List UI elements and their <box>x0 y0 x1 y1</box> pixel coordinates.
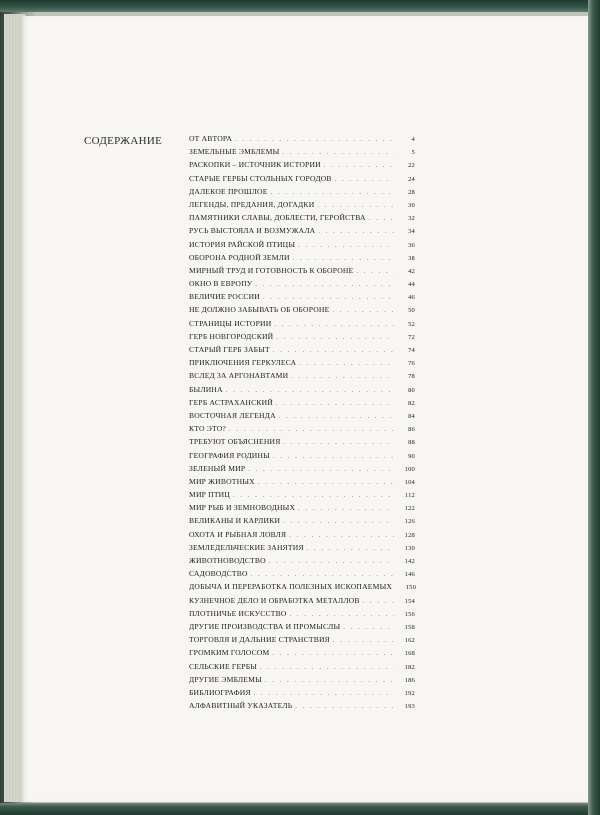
toc-entry-page-number: 128 <box>404 531 415 539</box>
toc-entry-title: ИСТОРИЯ РАЙСКОЙ ПТИЦЫ <box>189 239 296 249</box>
table-of-contents <box>189 134 415 714</box>
toc-leader-dots <box>274 322 394 328</box>
toc-entry-page-number: 52 <box>408 320 415 328</box>
toc-entry <box>189 200 415 213</box>
toc-entry-page-number: 112 <box>404 492 415 500</box>
toc-entry <box>189 543 415 556</box>
toc-entry <box>189 530 415 543</box>
toc-entry-page-number: 100 <box>404 465 415 473</box>
toc-entry-page-number: 193 <box>404 703 415 711</box>
toc-entry-page-number: 192 <box>404 689 415 697</box>
toc-entry-page-number: 162 <box>404 637 415 645</box>
toc-leader-dots <box>251 572 394 578</box>
toc-leader-dots <box>272 651 394 657</box>
toc-entry-page-number: 36 <box>408 241 415 249</box>
toc-leader-dots <box>333 638 394 644</box>
toc-entry-title: ПЛОТНИЧЬЕ ИСКУССТВО <box>189 608 287 618</box>
toc-entry <box>189 292 415 305</box>
toc-entry-title: ТРЕБУЮТ ОБЪЯСНЕНИЯ <box>189 437 281 447</box>
toc-entry-page-number: 146 <box>404 571 415 579</box>
toc-entry <box>189 451 415 464</box>
toc-entry <box>189 701 415 714</box>
toc-entry <box>189 345 415 358</box>
toc-entry-title: ЗЕМЕЛЬНЫЕ ЭМБЛЕМЫ <box>189 147 280 157</box>
toc-entry-page-number: 182 <box>404 663 415 671</box>
toc-leader-dots <box>260 665 394 671</box>
toc-entry-page-number: 156 <box>404 610 415 618</box>
toc-entry-title: СТАРЫЕ ГЕРБЫ СТОЛЬНЫХ ГОРОДОВ <box>189 173 332 183</box>
toc-entry-title: ДАЛЕКОЕ ПРОШЛОЕ <box>189 186 268 196</box>
toc-entry-title: ТОРГОВЛЯ И ДАЛЬНИЕ СТРАНСТВИЯ <box>189 635 330 645</box>
toc-entry <box>189 134 415 147</box>
toc-entry-title: ГЕОГРАФИЯ РОДИНЫ <box>189 450 270 460</box>
toc-leader-dots <box>324 163 394 169</box>
toc-entry-page-number: 34 <box>408 228 415 236</box>
toc-entry-title: ГЕРБ НОВГОРОДСКИЙ <box>189 331 274 341</box>
toc-entry-page-number: 32 <box>408 215 415 223</box>
toc-entry-page-number: 30 <box>408 201 415 209</box>
toc-entry <box>189 187 415 200</box>
toc-entry-page-number: 150 <box>405 584 417 592</box>
toc-entry-page-number: 72 <box>408 333 415 341</box>
toc-leader-dots <box>283 519 394 525</box>
toc-entry <box>189 332 415 345</box>
toc-leader-dots <box>248 467 394 473</box>
toc-entry-title: ВЕЛИЧИЕ РОССИИ <box>189 292 260 302</box>
toc-entry-title: ДРУГИЕ ЭМБЛЕМЫ <box>189 674 262 684</box>
book-cover-top <box>0 0 600 12</box>
toc-entry-title: ДОБЫЧА И ПЕРЕРАБОТКА ПОЛЕЗНЫХ ИСКОПАЕМЫХ <box>189 582 393 592</box>
toc-leader-dots <box>295 704 394 710</box>
toc-entry <box>189 490 415 503</box>
toc-entry <box>189 622 415 635</box>
toc-entry <box>189 305 415 318</box>
toc-leader-dots <box>279 414 394 420</box>
toc-entry <box>189 240 415 253</box>
toc-entry <box>189 688 415 701</box>
toc-leader-dots <box>343 625 394 631</box>
toc-entry-title: БЫЛИНА <box>189 384 223 394</box>
toc-entry-page-number: 86 <box>408 426 415 434</box>
toc-entry <box>189 319 415 332</box>
toc-entry-title: МИРНЫЙ ТРУД И ГОТОВНОСТЬ К ОБОРОНЕ <box>189 265 354 275</box>
toc-entry <box>189 609 415 622</box>
toc-entry-page-number: 90 <box>408 452 415 460</box>
toc-entry-title: ДРУГИЕ ПРОИЗВОДСТВА И ПРОМЫСЛЫ <box>189 621 341 631</box>
toc-entry-page-number: 122 <box>404 505 415 513</box>
toc-entry <box>189 385 415 398</box>
toc-leader-dots <box>318 229 394 235</box>
toc-leader-dots <box>276 335 394 341</box>
toc-entry-page-number: 50 <box>408 307 415 315</box>
toc-entry-title: ОХОТА И РЫБНАЯ ЛОВЛЯ <box>189 529 287 539</box>
toc-entry-page-number: 82 <box>408 399 415 407</box>
toc-entry-title: РУСЬ ВЫСТОЯЛА И ВОЗМУЖАЛА <box>189 226 316 236</box>
toc-entry <box>189 174 415 187</box>
toc-leader-dots <box>255 282 394 288</box>
toc-entry-title: ЗЕМЛЕДЕЛЬЧЕСКИЕ ЗАНЯТИЯ <box>189 542 304 552</box>
toc-entry <box>189 675 415 688</box>
toc-entry-page-number: 42 <box>408 267 415 275</box>
toc-entry-title: ПАМЯТНИКИ СЛАВЫ, ДОБЛЕСТИ, ГЕРОЙСТВА <box>189 213 366 223</box>
toc-leader-dots <box>335 177 394 183</box>
toc-entry-title: ОКНО В ЕВРОПУ <box>189 279 253 289</box>
toc-entry-page-number: 186 <box>404 676 415 684</box>
toc-entry <box>189 596 415 609</box>
toc-entry-title: КУЗНЕЧНОЕ ДЕЛО И ОБРАБОТКА МЕТАЛЛОВ <box>189 595 360 605</box>
toc-entry-page-number: 126 <box>404 518 415 526</box>
toc-entry-title: ГРОМКИМ ГОЛОСОМ <box>189 648 270 658</box>
toc-entry-title: ГЕРБ АСТРАХАНСКИЙ <box>189 397 274 407</box>
toc-entry-page-number: 168 <box>404 650 415 658</box>
toc-entry <box>189 662 415 675</box>
toc-entry-title: СТРАНИЦЫ ИСТОРИИ <box>189 318 272 328</box>
toc-entry <box>189 516 415 529</box>
toc-entry-page-number: 88 <box>408 439 415 447</box>
toc-leader-dots <box>265 678 394 684</box>
toc-entry-page-number: 84 <box>408 412 415 420</box>
toc-entry-page-number: 46 <box>408 294 415 302</box>
toc-leader-dots <box>290 612 394 618</box>
toc-entry <box>189 424 415 437</box>
toc-leader-dots <box>273 454 394 460</box>
toc-entry <box>189 477 415 490</box>
toc-entry-title: ВСЛЕД ЗА АРГОНАВТАМИ <box>189 371 289 381</box>
toc-entry-page-number: 5 <box>411 149 415 157</box>
toc-entry-title: САДОВОДСТВО <box>189 569 248 579</box>
toc-entry-title: МИР ПТИЦ <box>189 490 231 500</box>
toc-entry-page-number: 158 <box>404 623 415 631</box>
toc-entry-page-number: 78 <box>408 373 415 381</box>
toc-entry-title: ВОСТОЧНАЯ ЛЕГЕНДА <box>189 410 276 420</box>
toc-entry <box>189 253 415 266</box>
toc-entry-title: ПРИКЛЮЧЕНИЯ ГЕРКУЛЕСА <box>189 358 297 368</box>
toc-entry-title: ОБОРОНА РОДНОЙ ЗЕМЛИ <box>189 252 290 262</box>
toc-leader-dots <box>317 203 394 209</box>
toc-entry-title: БИБЛИОГРАФИЯ <box>189 687 251 697</box>
toc-entry-title: СТАРЫЙ ГЕРБ ЗАБЫТ <box>189 345 270 354</box>
toc-leader-dots <box>298 243 394 249</box>
toc-entry-title: ЖИВОТНОВОДСТВО <box>189 556 266 565</box>
toc-entry-page-number: 44 <box>408 281 415 289</box>
toc-entry <box>189 569 415 582</box>
toc-entry <box>189 556 415 569</box>
toc-entry-title: ВЕЛИКАНЫ И КАРЛИКИ <box>189 516 281 526</box>
toc-entry-title: АЛФАВИТНЫЙ УКАЗАТЕЛЬ <box>189 701 293 711</box>
toc-entry <box>189 358 415 371</box>
toc-entry <box>189 147 415 160</box>
toc-leader-dots <box>269 559 394 565</box>
toc-leader-dots <box>363 599 394 605</box>
toc-entry-page-number: 154 <box>404 597 415 605</box>
toc-leader-dots <box>369 216 394 222</box>
toc-entry-page-number: 24 <box>408 175 415 183</box>
toc-entry-page-number: 80 <box>408 386 415 394</box>
toc-entry-page-number: 4 <box>411 136 415 143</box>
toc-leader-dots <box>233 493 394 499</box>
toc-entry <box>189 635 415 648</box>
toc-entry-page-number: 38 <box>408 254 415 262</box>
toc-entry <box>189 503 415 516</box>
toc-leader-dots <box>229 427 394 433</box>
toc-entry-title: ЛЕГЕНДЫ, ПРЕДАНИЯ, ДОГАДКИ <box>189 199 315 209</box>
toc-leader-dots <box>226 388 394 394</box>
toc-leader-dots <box>293 256 394 262</box>
toc-entry <box>189 648 415 661</box>
toc-leader-dots <box>332 308 394 314</box>
toc-entry-page-number: 142 <box>404 558 415 565</box>
toc-entry-title: СЕЛЬСКИЕ ГЕРБЫ <box>189 661 258 671</box>
toc-entry <box>189 279 415 292</box>
toc-entry <box>189 437 415 450</box>
toc-entry-page-number: 74 <box>408 347 415 354</box>
toc-entry-page-number: 28 <box>408 188 415 196</box>
toc-leader-dots <box>307 546 394 552</box>
toc-entry <box>189 226 415 239</box>
toc-leader-dots <box>276 401 394 407</box>
toc-leader-dots <box>273 348 394 354</box>
toc-leader-dots <box>283 440 394 446</box>
toc-entry <box>189 411 415 424</box>
toc-entry <box>189 213 415 226</box>
toc-entry-title: МИР РЫБ И ЗЕМНОВОДНЫХ <box>189 503 296 513</box>
contents-heading: СОДЕРЖАНИЕ <box>84 135 163 147</box>
toc-leader-dots <box>298 506 394 512</box>
toc-entry-page-number: 76 <box>408 360 415 368</box>
book-cover-bottom <box>0 803 600 815</box>
toc-leader-dots <box>271 190 394 196</box>
toc-entry-page-number: 104 <box>404 478 415 486</box>
toc-entry <box>189 160 415 173</box>
toc-leader-dots <box>263 295 394 301</box>
toc-leader-dots <box>258 480 394 486</box>
toc-leader-dots <box>356 269 394 275</box>
toc-entry-page-number: 22 <box>408 162 415 170</box>
toc-entry-title: МИР ЖИВОТНЫХ <box>189 476 255 486</box>
toc-entry <box>189 398 415 411</box>
toc-entry <box>189 582 415 595</box>
toc-entry <box>189 371 415 384</box>
toc-entry-title: ОТ АВТОРА <box>189 134 233 143</box>
toc-leader-dots <box>254 691 394 697</box>
toc-entry <box>189 266 415 279</box>
toc-entry-title: ЗЕЛЕНЫЙ МИР <box>189 463 246 473</box>
toc-entry-page-number: 130 <box>404 544 415 552</box>
toc-entry-title: НЕ ДОЛЖНО ЗАБЫВАТЬ ОБ ОБОРОНЕ <box>189 305 330 315</box>
toc-leader-dots <box>291 374 394 380</box>
toc-leader-dots <box>282 150 394 156</box>
toc-leader-dots <box>299 361 394 367</box>
toc-entry <box>189 464 415 477</box>
toc-entry-title: РАСКОПКИ – ИСТОЧНИК ИСТОРИИ <box>189 160 321 170</box>
book-cover-right <box>588 0 600 815</box>
toc-leader-dots <box>289 533 394 539</box>
toc-entry-title: КТО ЭТО? <box>189 424 226 434</box>
toc-leader-dots <box>235 137 394 143</box>
